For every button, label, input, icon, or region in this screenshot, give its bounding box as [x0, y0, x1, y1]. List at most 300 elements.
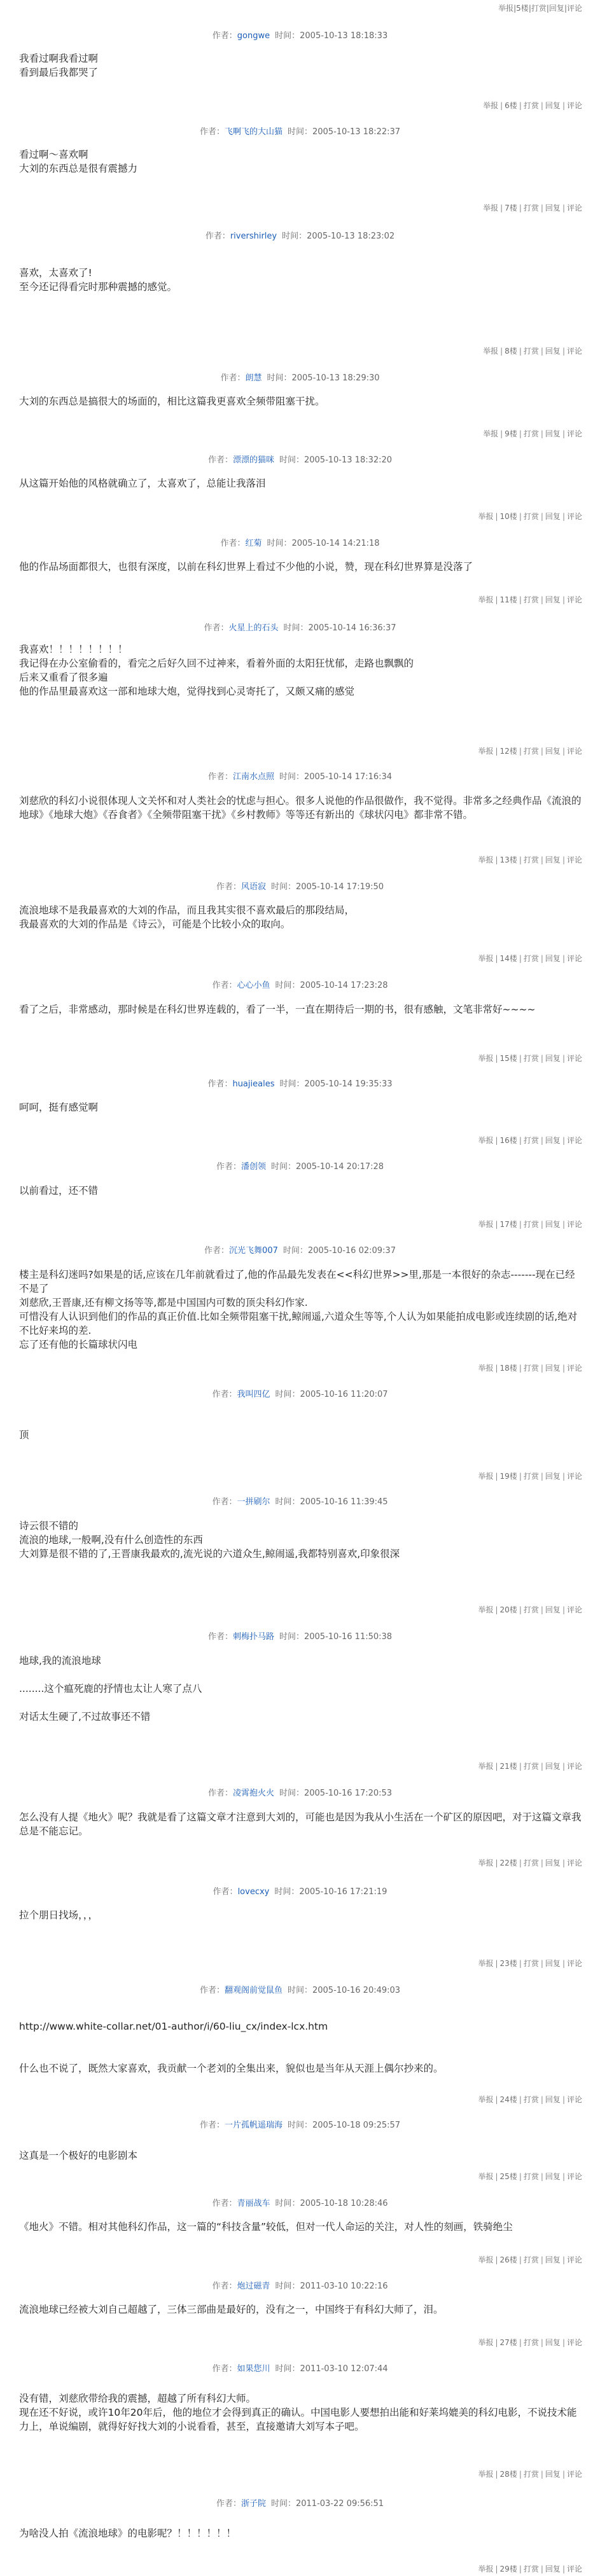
reply-link[interactable]: 回复	[545, 2565, 561, 2573]
separator: |	[519, 954, 522, 963]
tip-link[interactable]: 打赏	[523, 2338, 539, 2347]
separator: |	[562, 2470, 565, 2479]
report-link[interactable]: 举报	[478, 2470, 494, 2479]
time-label: 时间：	[275, 2282, 300, 2291]
author-link[interactable]: 炮过磁青	[237, 2282, 270, 2291]
report-link[interactable]: 举报	[478, 1859, 494, 1867]
floor-number: 23楼	[499, 1959, 517, 1968]
separator: |	[519, 1220, 522, 1229]
reply-link[interactable]: 回复	[545, 2255, 561, 2264]
separator: |	[562, 1364, 565, 1373]
separator: |	[540, 1220, 543, 1229]
report-link[interactable]: 举报	[478, 855, 494, 864]
tip-link[interactable]: 打赏	[523, 747, 539, 756]
post-content	[19, 2005, 582, 2075]
author-link[interactable]: 一片孤帆遥瑞海	[224, 2121, 283, 2130]
floor-number: 22楼	[499, 1859, 517, 1867]
time-label: 时间：	[287, 1986, 312, 1995]
reply-link[interactable]: 回复	[545, 347, 561, 356]
author-link[interactable]: 漂漂的猫咪	[232, 455, 274, 465]
report-link[interactable]: 举报	[478, 1220, 494, 1229]
comment-link[interactable]: 评论	[566, 1605, 582, 1614]
content-line	[19, 1696, 582, 1710]
author-label: 作者：	[216, 882, 241, 892]
comment-link[interactable]: 评论	[566, 2338, 582, 2347]
author-label: 作者：	[207, 1632, 233, 1642]
separator: |	[495, 2172, 498, 2181]
report-link[interactable]: 举报	[478, 2255, 494, 2264]
separator: |	[495, 2565, 498, 2573]
content-line: 流浪地球已经被大刘自己超越了，三体三部曲是最好的，没有之一，中国终于有科幻大师了，泪。	[19, 2304, 443, 2315]
author-link[interactable]: 一拼刷尔	[237, 1497, 270, 1507]
report-link[interactable]: 举报	[478, 954, 494, 963]
post-time: 2005-10-18 09:25:57	[312, 2121, 401, 2130]
content-line: 顶	[19, 1429, 29, 1441]
author-label: 作者：	[212, 981, 237, 990]
comment-link[interactable]: 评论	[566, 347, 582, 356]
reply-link[interactable]: 回复	[545, 512, 561, 521]
content-line: 什么也不说了，既然大家喜欢，我贡献一个老刘的全集出来，貌似也是当年从天涯上偶尔抄来的。	[19, 2063, 443, 2074]
separator: |	[562, 1054, 565, 1063]
separator: |	[562, 1136, 565, 1145]
post-content	[19, 1268, 582, 1352]
comment-link[interactable]: 评论	[566, 512, 582, 521]
post-time: 2005-10-14 17:23:28	[300, 981, 388, 990]
time-label: 时间：	[267, 373, 292, 383]
separator: |	[519, 1472, 522, 1481]
author-label: 作者：	[220, 373, 246, 383]
separator: |	[540, 747, 543, 756]
content-line: 流浪的地球,一般啊,没有什么创造性的东西	[19, 1534, 203, 1546]
floor-number: 14楼	[499, 954, 517, 963]
post-time: 2011-03-10 10:22:16	[300, 2282, 388, 2291]
separator: |	[519, 747, 522, 756]
post-time: 2011-03-10 12:07:44	[300, 2364, 388, 2374]
reply-link[interactable]: 回复	[545, 2172, 561, 2181]
content-line	[19, 1668, 582, 1682]
report-link[interactable]: 举报	[478, 2095, 494, 2104]
time-label: 时间：	[275, 1497, 300, 1507]
content-line	[19, 2378, 582, 2392]
content-line	[19, 1442, 582, 1456]
post-meta	[0, 1077, 600, 1089]
reply-link[interactable]: 回复	[545, 1762, 561, 1771]
time-label: 时间：	[275, 981, 300, 990]
tip-link[interactable]: 打赏	[523, 2172, 539, 2181]
report-link[interactable]: 举报	[478, 1054, 494, 1063]
post-meta	[0, 1786, 600, 1798]
reply-link[interactable]: 回复	[545, 1472, 561, 1481]
post-actions	[478, 2094, 582, 2105]
post-actions	[478, 2563, 582, 2574]
content-line: 看了之后，非常感动，那时候是在科幻世界连载的，看了一半，一直在期待后一期的书，很有感触，文笔非常好~~~~	[19, 1004, 536, 1015]
separator: |	[495, 1605, 498, 1614]
content-line: 我最喜欢的大刘的作品是《诗云》，可能是个比较小众的取向。	[19, 918, 291, 930]
tip-link[interactable]: 打赏	[523, 347, 539, 356]
report-link[interactable]: 举报	[478, 2338, 494, 2347]
report-link[interactable]: 举报	[478, 747, 494, 756]
content-line	[19, 1922, 582, 1936]
comment-link[interactable]: 评论	[566, 2172, 582, 2181]
separator: |	[540, 1364, 543, 1373]
author-link[interactable]: 我叫四亿	[237, 1390, 270, 1399]
tip-link[interactable]: 打赏	[523, 2095, 539, 2104]
tip-link[interactable]: 打赏	[523, 1959, 539, 1968]
reply-link[interactable]: 回复	[545, 1364, 561, 1373]
reply-link[interactable]: 回复	[545, 1859, 561, 1867]
separator: |	[562, 2338, 565, 2347]
post-content	[19, 2135, 582, 2163]
report-link[interactable]: 举报	[478, 2172, 494, 2181]
separator: |	[519, 595, 522, 604]
author-link[interactable]: 青丽战车	[237, 2199, 270, 2208]
post-meta	[0, 880, 600, 892]
post-meta	[0, 2362, 600, 2374]
content-line: 流浪地球不是我最喜欢的大刘的作品，而且我其实很不喜欢最后的那段结局，	[19, 904, 355, 916]
post-time: 2005-10-16 17:20:53	[303, 1789, 393, 1798]
post-time: 2005-10-13 18:29:30	[291, 373, 380, 383]
author-label: 作者：	[216, 1162, 241, 1172]
post-meta	[0, 1243, 600, 1256]
content-line	[19, 1936, 582, 1950]
separator: |	[519, 2172, 522, 2181]
post-actions	[478, 2469, 582, 2479]
content-line: 对话太生硬了,不过故事还不错	[19, 1711, 151, 1722]
separator: |	[495, 512, 498, 521]
time-label: 时间：	[279, 772, 304, 782]
comment-link[interactable]: 评论	[566, 2095, 582, 2104]
comment-link[interactable]: 评论	[566, 1136, 582, 1145]
reply-link[interactable]: 回复	[545, 101, 561, 110]
separator: |	[540, 1859, 543, 1867]
report-link[interactable]: 举报	[483, 204, 499, 212]
content-line: 呵呵，挺有感觉啊	[19, 1102, 99, 1113]
post-actions	[478, 854, 582, 865]
post-actions	[478, 953, 582, 964]
tip-link[interactable]: 打赏	[523, 2255, 539, 2264]
separator: |	[540, 347, 543, 356]
post-time: 2005-10-13 18:18:33	[300, 31, 388, 41]
tip-link[interactable]: 打赏	[523, 512, 539, 521]
report-link[interactable]: 举报	[498, 4, 514, 13]
reply-link[interactable]: 回复	[545, 954, 561, 963]
time-label: 时间：	[274, 1887, 300, 1897]
report-link[interactable]: 举报	[483, 347, 499, 356]
author-link[interactable]: 凌霄抱火火	[232, 1789, 274, 1798]
author-link[interactable]: lovecxy	[237, 1887, 270, 1897]
content-line: 看过啊～喜欢啊	[19, 149, 88, 160]
reply-link[interactable]: 回复	[545, 855, 561, 864]
separator: |	[519, 1364, 522, 1373]
report-link[interactable]: 举报	[483, 429, 499, 438]
floor-number: 21楼	[499, 1762, 517, 1771]
tip-link[interactable]: 打赏	[523, 1762, 539, 1771]
author-link[interactable]: 心心小鱼	[237, 981, 270, 990]
comment-link[interactable]: 评论	[566, 1859, 582, 1867]
post-time: 2005-10-14 17:16:34	[303, 772, 393, 782]
post-meta	[0, 978, 600, 990]
separator: |	[562, 204, 565, 212]
tip-link[interactable]: 打赏	[523, 855, 539, 864]
separator: |	[495, 747, 498, 756]
separator: |	[540, 1472, 543, 1481]
separator: |	[562, 747, 565, 756]
separator: |	[500, 101, 503, 110]
separator: |	[540, 429, 543, 438]
author-label: 作者：	[212, 2199, 237, 2208]
author-label: 作者：	[212, 2364, 237, 2374]
tip-link[interactable]: 打赏	[523, 1136, 539, 1145]
report-link[interactable]: 举报	[483, 101, 499, 110]
reply-link[interactable]: 回复	[545, 2338, 561, 2347]
separator: |	[495, 1054, 498, 1063]
report-link[interactable]: 举报	[478, 1472, 494, 1481]
report-link[interactable]: 举报	[478, 1762, 494, 1771]
content-line: http://www.white-collar.net/01-author/i/60-liu_cx/index-lcx.htm	[19, 2021, 328, 2032]
post-time: 2005-10-13 18:32:20	[303, 455, 393, 465]
post-actions	[478, 1604, 582, 1615]
time-label: 时间：	[267, 539, 292, 548]
post-meta	[0, 536, 600, 548]
comment-link[interactable]: 评论	[566, 1959, 582, 1968]
tip-link[interactable]: 打赏	[523, 1220, 539, 1229]
comment-link[interactable]: 评论	[566, 2565, 582, 2573]
reply-link[interactable]: 回复	[545, 2095, 561, 2104]
separator: |	[540, 1762, 543, 1771]
floor-number: 24楼	[499, 2095, 517, 2104]
floor-number: 16楼	[499, 1136, 517, 1145]
report-link[interactable]: 举报	[478, 1136, 494, 1145]
separator: |	[562, 429, 565, 438]
report-link[interactable]: 举报	[478, 1605, 494, 1614]
content-line: 以前看过，还不错	[19, 1185, 99, 1196]
reply-link[interactable]: 回复	[545, 1605, 561, 1614]
floor-number: 7楼	[505, 204, 517, 212]
author-link[interactable]: 朗慧	[245, 373, 262, 383]
reply-link[interactable]: 回复	[545, 595, 561, 604]
separator: |	[495, 2095, 498, 2104]
tip-link[interactable]: 打赏	[523, 595, 539, 604]
separator: |	[495, 1762, 498, 1771]
separator: |	[519, 1054, 522, 1063]
post-actions	[478, 511, 582, 522]
reply-link[interactable]: 回复	[545, 2470, 561, 2479]
post-time: 2005-10-14 19:35:33	[304, 1079, 393, 1089]
tip-link[interactable]: 打赏	[523, 1364, 539, 1373]
separator: |	[562, 2172, 565, 2181]
tip-link[interactable]: 打赏	[523, 429, 539, 438]
post-actions	[478, 2171, 582, 2182]
report-link[interactable]: 举报	[478, 1959, 494, 1968]
author-link[interactable]: 江南水点照	[232, 772, 274, 782]
post-content	[19, 2378, 582, 2434]
floor-number: 13楼	[499, 855, 517, 864]
post-actions	[478, 1135, 582, 1146]
post-content	[19, 1908, 582, 1950]
floor-number: 11楼	[499, 595, 517, 604]
comment-link[interactable]: 评论	[566, 429, 582, 438]
comment-link[interactable]: 评论	[566, 4, 582, 13]
content-line: 忘了还有他的长篇球状闪电	[19, 1339, 138, 1350]
post-meta	[0, 2279, 600, 2291]
author-link[interactable]: 如果您川	[237, 2364, 270, 2374]
post-actions-top	[498, 3, 582, 13]
author-label: 作者：	[212, 1390, 237, 1399]
post-time: 2005-10-16 20:49:03	[312, 1986, 401, 1995]
tip-link[interactable]: 打赏	[523, 1605, 539, 1614]
time-label: 时间：	[282, 232, 307, 241]
reply-link[interactable]: 回复	[545, 429, 561, 438]
comment-link[interactable]: 评论	[566, 1220, 582, 1229]
floor-number: 12楼	[499, 747, 517, 756]
content-line: 大刘的东西总是搞很大的场面的，相比这篇我更喜欢全频带阻塞干扰。	[19, 396, 325, 407]
post-time: 2005-10-16 11:20:07	[300, 1390, 388, 1399]
author-link[interactable]: 沉光飞舞007	[229, 1246, 278, 1256]
separator: |	[519, 2338, 522, 2347]
author-link[interactable]: gongwe	[237, 31, 270, 41]
comment-link[interactable]: 评论	[566, 1472, 582, 1481]
comment-link[interactable]: 评论	[566, 1762, 582, 1771]
separator: |	[540, 1605, 543, 1614]
post-content	[19, 2220, 582, 2234]
tip-link[interactable]: 打赏	[523, 954, 539, 963]
post-time: 2005-10-16 11:39:45	[300, 1497, 388, 1507]
floor-number: 25楼	[499, 2172, 517, 2181]
separator: |	[495, 1364, 498, 1373]
content-line	[19, 1414, 582, 1428]
content-line: 刘慈欣,王晋康,还有柳文扬等等,都是中国国内可数的顶尖科幻作家.	[19, 1297, 308, 1308]
report-link[interactable]: 举报	[478, 2565, 494, 2573]
separator: |	[495, 2255, 498, 2264]
report-link[interactable]: 举报	[478, 1364, 494, 1373]
comment-link[interactable]: 评论	[566, 204, 582, 212]
content-line: 拉个朋日找场，，，	[19, 1909, 99, 1921]
author-link[interactable]: 浙子院	[241, 2499, 266, 2509]
comment-link[interactable]: 评论	[566, 101, 582, 110]
post-content	[19, 1002, 582, 1016]
tip-link[interactable]: 打赏	[523, 2470, 539, 2479]
report-link[interactable]: 举报	[478, 512, 494, 521]
floor-number: 5楼	[516, 4, 529, 13]
reply-link[interactable]: 回复	[545, 1054, 561, 1063]
author-link[interactable]: 翻观阁前觉鼠鱼	[224, 1986, 283, 1995]
content-line: 楼主是科幻迷吗?如果是的话,应该在几年前就看过了,他的作品最先发表在<<科幻世界>>里,那是一本很好的杂志-------现在已经不是了	[19, 1269, 575, 1294]
separator: |	[495, 1136, 498, 1145]
post-actions	[478, 2254, 582, 2265]
tip-link[interactable]: 打赏	[523, 2565, 539, 2573]
tip-link[interactable]: 打赏	[523, 1472, 539, 1481]
post-time: 2005-10-14 20:17:28	[295, 1162, 384, 1172]
comment-link[interactable]: 评论	[566, 1054, 582, 1063]
separator: |	[540, 2565, 543, 2573]
post-meta	[0, 770, 600, 782]
floor-number: 10楼	[499, 512, 517, 521]
post-meta	[0, 2496, 600, 2509]
comment-link[interactable]: 评论	[566, 2470, 582, 2479]
separator: |	[495, 1959, 498, 1968]
content-line: 诗云很不错的	[19, 1520, 79, 1532]
post-actions	[478, 1471, 582, 1481]
separator: |	[564, 4, 567, 13]
floor-number: 27楼	[499, 2338, 517, 2347]
author-link[interactable]: 飞啊飞的大山猫	[224, 127, 283, 137]
post-actions	[483, 202, 582, 213]
author-label: 作者：	[207, 1079, 233, 1089]
separator: |	[562, 2565, 565, 2573]
separator: |	[519, 2565, 522, 2573]
author-link[interactable]: 风语寂	[241, 882, 266, 892]
separator: |	[562, 101, 565, 110]
author-link[interactable]: 红菊	[245, 539, 262, 548]
content-line	[19, 252, 582, 266]
separator: |	[562, 1859, 565, 1867]
time-label: 时间：	[279, 1079, 305, 1089]
comment-link[interactable]: 评论	[566, 595, 582, 604]
comment-link[interactable]: 评论	[566, 747, 582, 756]
author-link[interactable]: 火星上的石头	[228, 623, 279, 633]
tip-link[interactable]: 打赏	[523, 101, 539, 110]
floor-number: 18楼	[499, 1364, 517, 1373]
separator: |	[519, 512, 522, 521]
post-content	[19, 1810, 582, 1838]
post-meta	[0, 1885, 600, 1897]
reply-link[interactable]: 回复	[545, 204, 561, 212]
separator: |	[540, 2172, 543, 2181]
tip-link[interactable]: 打赏	[523, 1859, 539, 1867]
comment-link[interactable]: 评论	[566, 2255, 582, 2264]
separator: |	[519, 2470, 522, 2479]
reply-link[interactable]: 回复	[545, 1220, 561, 1229]
floor-number: 20楼	[499, 1605, 517, 1614]
separator: |	[562, 347, 565, 356]
tip-link[interactable]: 打赏	[531, 4, 547, 13]
separator: |	[540, 855, 543, 864]
author-link[interactable]: rivershirley	[230, 232, 277, 241]
content-line: 至今还记得看完时那种震撼的感觉。	[19, 281, 178, 293]
author-link[interactable]: 刺梅扑马路	[232, 1632, 274, 1642]
separator: |	[562, 1762, 565, 1771]
separator: |	[495, 1472, 498, 1481]
reply-link[interactable]: 回复	[548, 4, 564, 13]
author-link[interactable]: 潘创领	[241, 1162, 266, 1172]
separator: |	[495, 954, 498, 963]
reply-link[interactable]: 回复	[545, 1959, 561, 1968]
time-label: 时间：	[279, 1789, 304, 1798]
comment-link[interactable]: 评论	[566, 1364, 582, 1373]
post-actions	[483, 345, 582, 356]
post-meta	[0, 621, 600, 633]
separator: |	[540, 2470, 543, 2479]
tip-link[interactable]: 打赏	[523, 204, 539, 212]
separator: |	[562, 855, 565, 864]
author-label: 作者：	[213, 1887, 238, 1897]
tip-link[interactable]: 打赏	[523, 1054, 539, 1063]
separator: |	[519, 429, 522, 438]
post-content	[19, 1100, 582, 1114]
reply-link[interactable]: 回复	[545, 747, 561, 756]
separator: |	[519, 855, 522, 864]
comment-link[interactable]: 评论	[566, 954, 582, 963]
reply-link[interactable]: 回复	[545, 1136, 561, 1145]
author-link[interactable]: huajieales	[232, 1079, 275, 1089]
report-link[interactable]: 举报	[478, 595, 494, 604]
separator: |	[500, 429, 503, 438]
post-time: 2005-10-14 14:21:18	[291, 539, 380, 548]
comment-link[interactable]: 评论	[566, 855, 582, 864]
separator: |	[540, 512, 543, 521]
separator: |	[519, 2255, 522, 2264]
content-line: 为啥没人拍《流浪地球》的电影呢？！！！！！！	[19, 2528, 237, 2539]
